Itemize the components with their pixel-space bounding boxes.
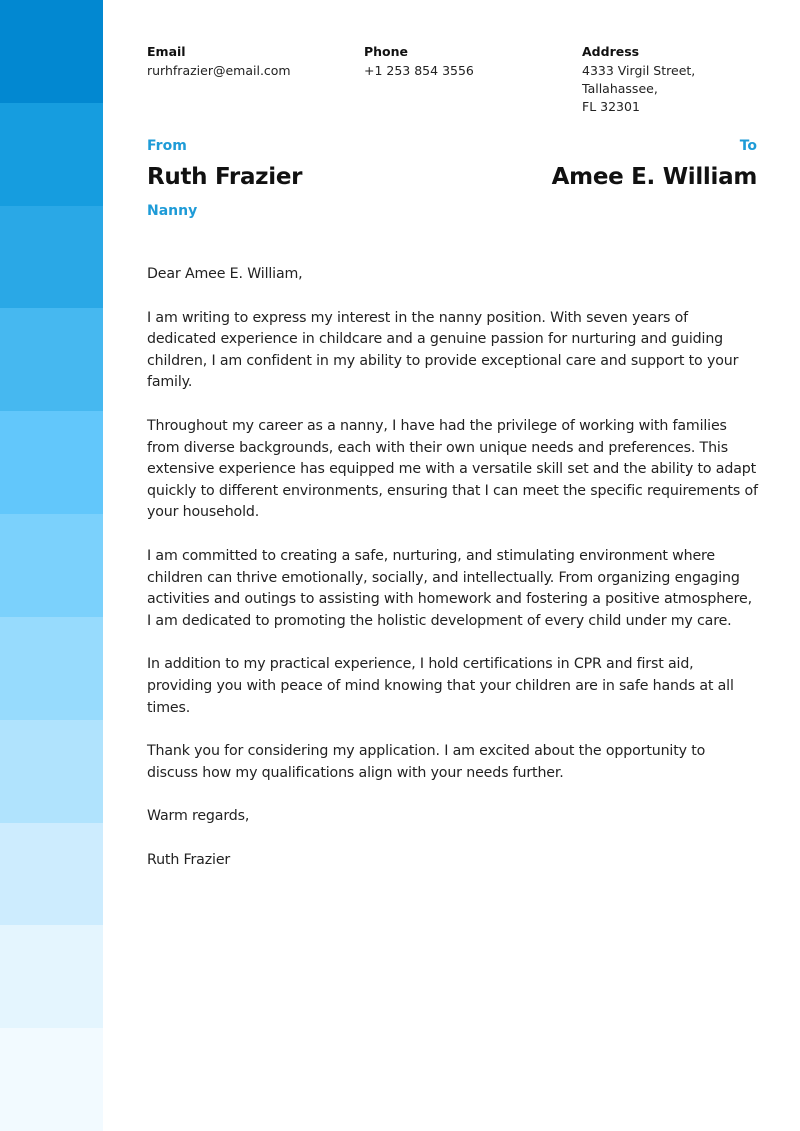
sidebar-stripe: [0, 206, 103, 309]
sidebar-stripe: [0, 925, 103, 1028]
salutation: Dear Amee E. William,: [147, 266, 303, 282]
contact-phone: [364, 44, 564, 80]
sidebar-stripe: [0, 514, 103, 617]
contact-email: [147, 44, 347, 80]
contact-info: [147, 44, 757, 114]
phone-label: Phone: [364, 44, 409, 59]
address-line-1: 4333 Virgil Street, Tallahassee,: [582, 63, 696, 96]
paragraph: I am writing to express my interest in the nanny position. With seven years of dedicated experience in childcare and a genuine passion for nurturing and guiding children, I am confident in my ability to provide exceptional care and support to your family.: [147, 309, 739, 391]
sidebar-stripe: [0, 411, 103, 514]
sender-name: Ruth Frazier: [147, 164, 303, 190]
recipient-name: Amee E. William: [551, 164, 757, 190]
email-label: Email: [147, 44, 186, 59]
to-label: To: [739, 138, 757, 154]
closing: Warm regards,: [147, 808, 250, 825]
sidebar-stripe: [0, 0, 103, 103]
from-label: From: [147, 138, 187, 154]
address-label: Address: [582, 44, 640, 59]
phone-value: +1 253 854 3556: [364, 63, 474, 78]
letter-body: [147, 264, 759, 893]
paragraph: I am committed to creating a safe, nurturing, and stimulating environment where children can thrive emotionally, socially, and intellectually. From organizing engaging activities and outings to assisting with homework and fostering a positive atmosphere, I am dedicated to promoting the holistic development of every child under my care.: [147, 547, 752, 629]
paragraph: In addition to my practical experience, I hold certifications in CPR and first aid, providing you with peace of mind knowing that your children are in safe hands at all times.: [147, 656, 734, 716]
sidebar-stripe: [0, 308, 103, 411]
email-value: rurhfrazier@email.com: [147, 63, 291, 78]
sender-role: Nanny: [147, 203, 198, 219]
sidebar-stripe: [0, 720, 103, 823]
paragraph: Thank you for considering my application. I am excited about the opportunity to discuss how my qualifications align with your needs further.: [147, 743, 706, 781]
sidebar-stripe: [0, 617, 103, 720]
sidebar-stripe: [0, 1028, 103, 1131]
contact-address: [582, 44, 762, 116]
address-line-2: FL 32301: [582, 99, 640, 114]
signature: Ruth Frazier: [147, 851, 231, 868]
sidebar-stripe: [0, 823, 103, 926]
decorative-sidebar: [0, 0, 103, 1131]
sidebar-stripe: [0, 103, 103, 206]
paragraph: Throughout my career as a nanny, I have had the privilege of working with families from diverse backgrounds, each with their own unique needs and preferences. This extensive experience has equipped me with a versatile skill set and the ability to adapt quickly to different environments, ensuring that I can meet the specific requirements of your household.: [147, 417, 758, 521]
address-value: [582, 62, 762, 116]
